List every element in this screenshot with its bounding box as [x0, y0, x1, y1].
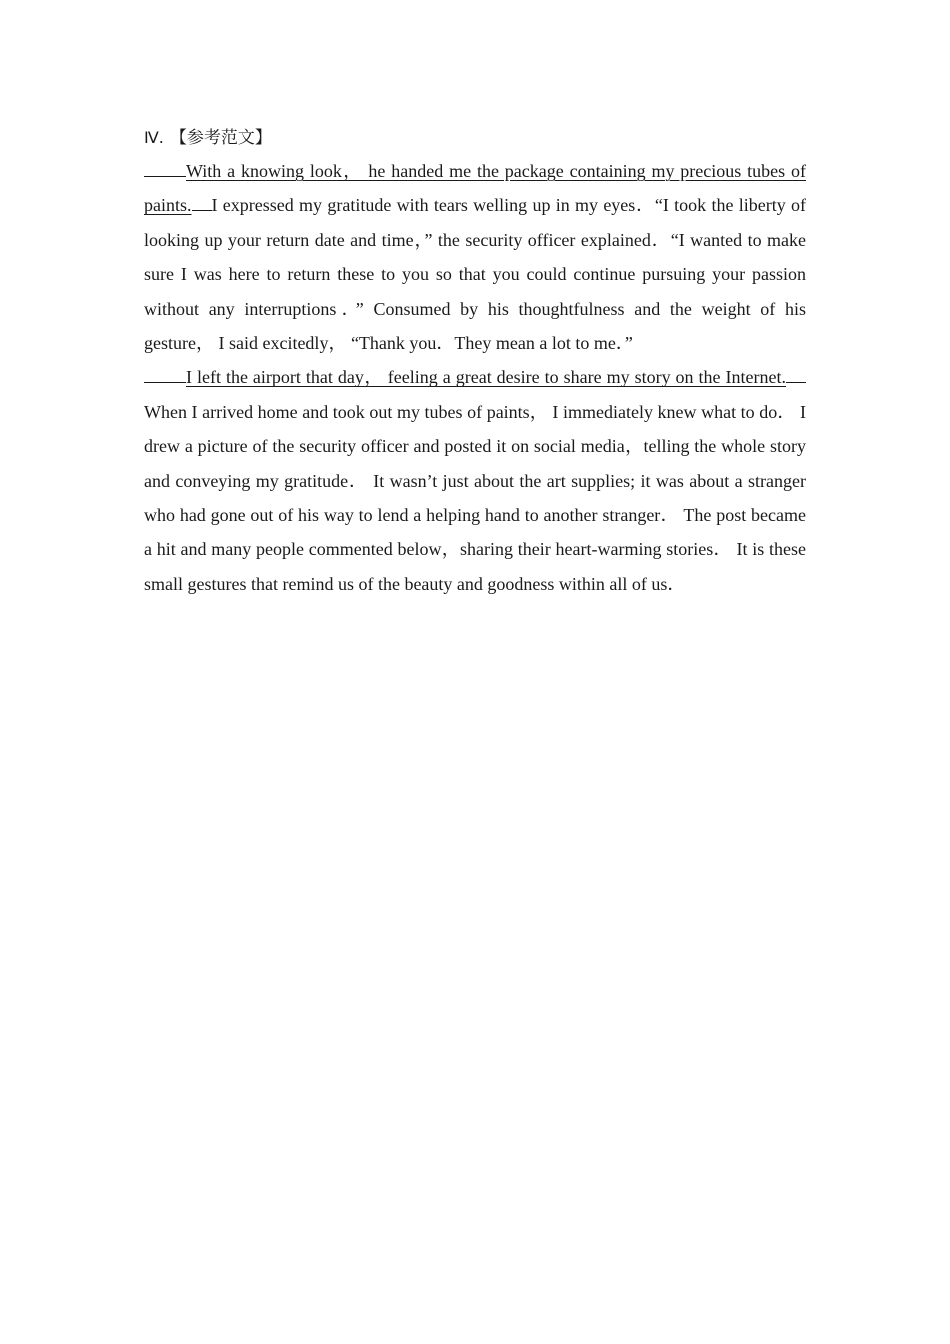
underline-tail	[786, 365, 806, 383]
section-title: 【参考范文】	[169, 128, 272, 148]
document-page	[144, 120, 806, 601]
paragraph-1	[144, 154, 806, 360]
section-heading	[144, 120, 806, 154]
underline-indent	[144, 365, 186, 383]
paragraph-2-body: When I arrived home and took out my tubes of paints， I immediately knew what to do． I drew a picture of the security officer and posted it on social media，telling the whole story and conveying my gratitude． It wasn’t just about the art supplies; it was about a stranger who had gone out of his way to lend a helping hand to another stranger． The post became a hit and many people commented below，sharing their heart-warming stories． It is these small gestures that remind us of the beauty and goodness within all of us．	[144, 401, 806, 594]
paragraph-2-lead-text: I left the airport that day， feeling a great desire to share my story on the Internet.	[186, 367, 786, 388]
paragraph-2	[144, 360, 806, 601]
paragraph-1-lead-text: With a knowing look， he handed me the package containing my precious tubes of paints.	[144, 161, 806, 216]
section-number: Ⅳ.	[144, 128, 164, 147]
paragraph-2-underlined-lead	[144, 367, 806, 387]
underline-indent	[144, 159, 186, 177]
underline-tail	[192, 193, 212, 211]
paragraph-1-body: I expressed my gratitude with tears welling up in my eyes．“I took the liberty of looking up your return date and time，” the security officer explained．“I wanted to make sure I was here to return these to you so that you could continue pursuing your passion without any interruptions．” Consumed by his thoughtfulness and the weight of his gesture， I said excitedly， “Thank you．They mean a lot to me．”	[144, 195, 806, 354]
